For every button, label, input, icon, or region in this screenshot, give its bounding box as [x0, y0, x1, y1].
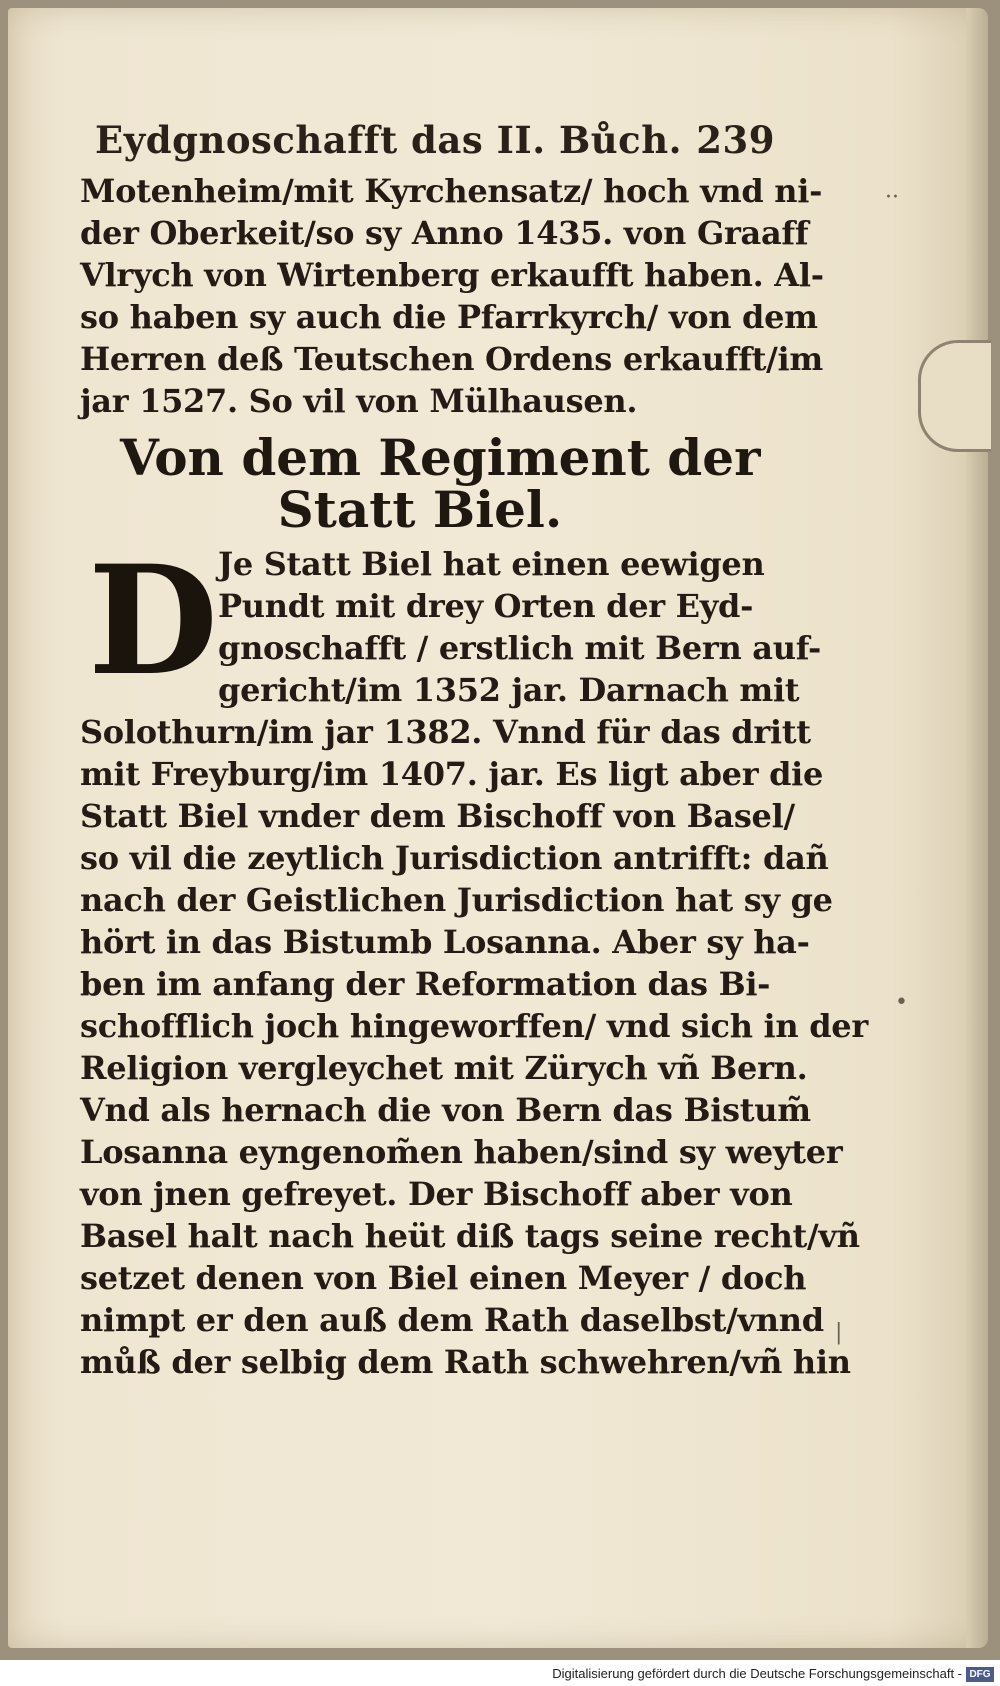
margin-mark: • [895, 990, 908, 1015]
text-line: jar 1527. So vil von Mülhausen. [80, 382, 638, 420]
text-line: Religion vergleychet mit Zürych vñ Bern. [80, 1049, 808, 1087]
decorated-initial [82, 533, 219, 710]
dfg-logo: DFG [966, 1667, 994, 1682]
margin-mark: | [835, 1320, 843, 1345]
text-line: Vnd als hernach die von Bern das Bistum̃ [80, 1091, 811, 1129]
text-line: so vil die zeytlich Jurisdiction antrifft: dañ [80, 839, 829, 877]
text-line: schofflich joch hingeworffen/ vnd sich in der [80, 1007, 868, 1045]
text-line: von jnen gefreyet. Der Bischoff aber von [80, 1175, 793, 1213]
text-line: mit Freyburg/im 1407. jar. Es ligt aber die [80, 755, 824, 793]
text-line: Losanna eyngenom̃en haben/sind sy weyter [80, 1133, 843, 1171]
footer-bar [0, 1660, 1000, 1686]
text-line: so haben sy auch die Pfarrkyrch/ von dem [80, 298, 818, 336]
initial-letter: D [88, 533, 219, 709]
page-number: 239 [696, 118, 775, 162]
text-line: můß der selbig dem Rath schwehren/vñ hin [80, 1343, 851, 1381]
section-heading-line2: Statt Biel. [277, 480, 563, 539]
running-head [95, 118, 775, 168]
text-line: Statt Biel vnder dem Bischoff von Basel/ [80, 797, 795, 835]
text-line: setzet denen von Biel einen Meyer / doch [80, 1259, 807, 1297]
text-line: nimpt er den auß dem Rath daselbst/vnnd [80, 1301, 824, 1339]
funding-notice: Digitalisierung gefördert durch die Deutsche Forschungsgemeinschaft - [552, 1666, 962, 1681]
text-line: der Oberkeit/so sy Anno 1435. von Graaff [80, 214, 809, 252]
text-line: Vlrych von Wirtenberg erkaufft haben. Al- [80, 256, 824, 294]
text-line: Basel halt nach heüt diß tags seine recht/vñ [80, 1217, 860, 1255]
text-line: Solothurn/im jar 1382. Vnnd für das dritt [80, 713, 811, 751]
text-line: gnoschafft / erstlich mit Bern auf- [218, 629, 822, 667]
text-line: gericht/im 1352 jar. Darnach mit [218, 671, 800, 709]
text-line: Pundt mit drey Orten der Eyd- [218, 587, 754, 625]
text-line: hört in das Bistumb Losanna. Aber sy ha- [80, 923, 810, 961]
text-line: ben im anfang der Reformation das Bi- [80, 965, 771, 1003]
book-clasp [918, 340, 991, 452]
text-line: Herren deß Teutschen Ordens erkaufft/im [80, 340, 823, 378]
text-line: Je Statt Biel hat einen eewigen [218, 545, 765, 583]
page-edge [966, 8, 988, 1648]
text-line: nach der Geistlichen Jurisdiction hat sy ge [80, 881, 833, 919]
text-line: Motenheim/mit Kyrchensatz/ hoch vnd ni- [80, 172, 823, 210]
section-heading-line1: Von dem Regiment der [120, 428, 761, 487]
running-head-title: Eydgnoschafft das II. Bůch. [95, 118, 682, 162]
margin-mark: ·· [885, 185, 899, 210]
